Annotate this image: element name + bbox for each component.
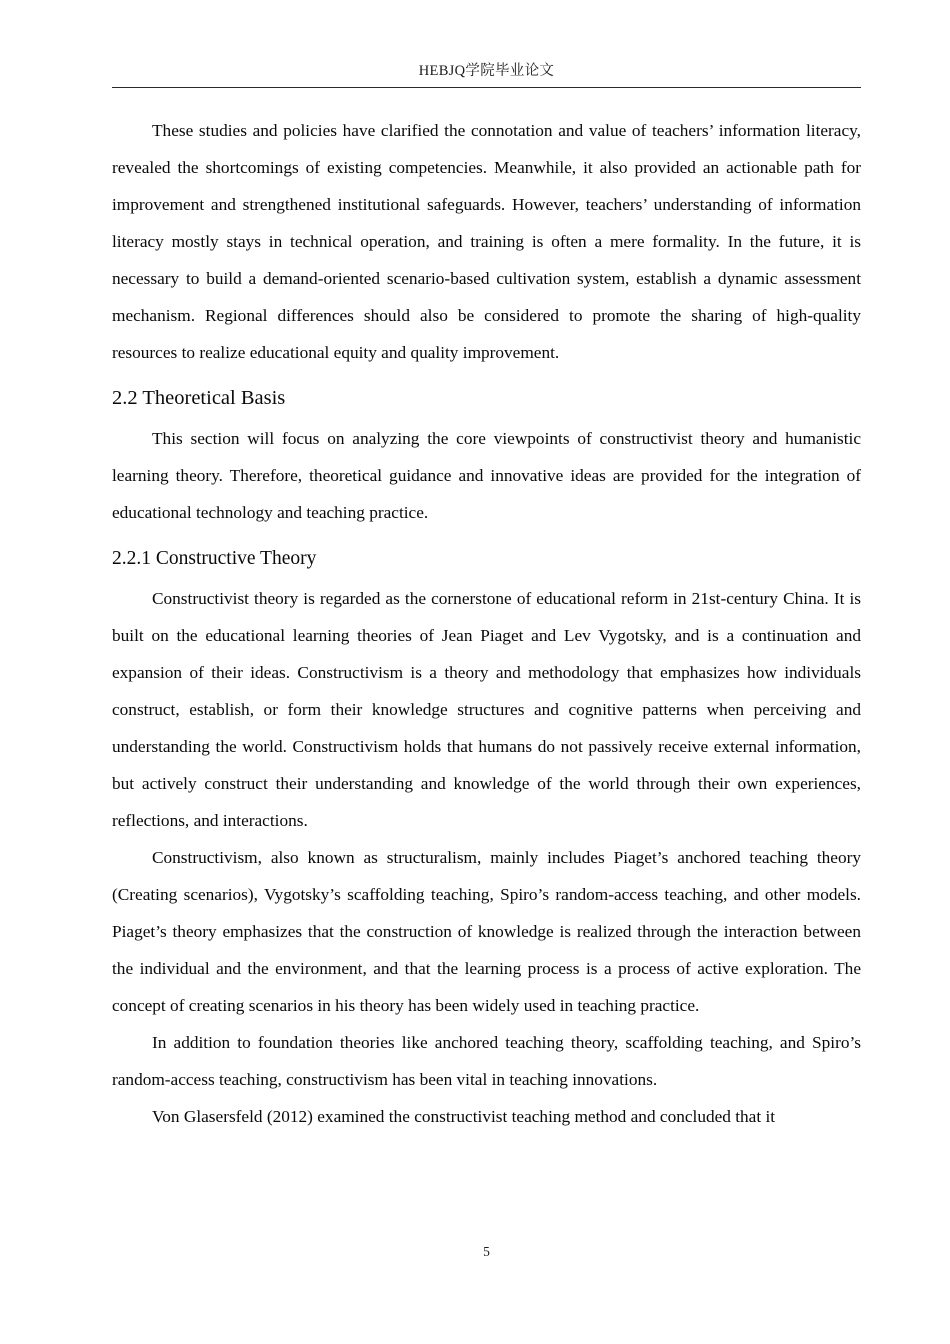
running-header — [112, 62, 861, 80]
body-paragraph: These studies and policies have clarified the connotation and value of teachers’ information literacy, revealed the shortcomings of existing competencies. Meanwhile, it also provided an actionable path for improvement and strengthened institutional safeguards. However, teachers’ understanding of information literacy mostly stays in technical operation, and training is often a mere formality. In the future, it is necessary to build a demand-oriented scenario-based cultivation system, establish a dynamic assessment mechanism. Regional differences should also be considered to promote the sharing of high-quality resources to realize educational equity and quality improvement. — [112, 121, 861, 362]
section-heading-2-2-1: 2.2.1 Constructive Theory — [112, 548, 317, 569]
section-heading-2-2: 2.2 Theoretical Basis — [112, 387, 286, 409]
body-paragraph: In addition to foundation theories like anchored teaching theory, scaffolding teaching, and Spiro’s random-access teaching, constructivism has been vital in teaching innovations. — [112, 1033, 861, 1089]
running-header-title: HEBJQ学院毕业论文 — [418, 63, 555, 79]
header-divider-rule — [112, 87, 861, 88]
body-paragraph: Constructivism, also known as structuralism, mainly includes Piaget’s anchored teaching theory (Creating scenarios), Vygotsky’s scaffolding teaching, Spiro’s random-access teaching, and other models. Piaget’s theory emphasizes that the construction of knowledge is realized through the interaction between the individual and the environment, and that the learning process is a process of active exploration. The concept of creating scenarios in his theory has been widely used in teaching practice. — [112, 848, 861, 1015]
document-body — [112, 112, 861, 1135]
body-paragraph: Constructivist theory is regarded as the cornerstone of educational reform in 21st-century China. It is built on the educational learning theories of Jean Piaget and Lev Vygotsky, and is a continuation and expansion of their ideas. Constructivism is a theory and methodology that emphasizes how individuals construct, establish, or form their knowledge structures and cognitive patterns when perceiving and understanding the world. Constructivism holds that humans do not passively receive external information, but actively construct their understanding and knowledge of the world through their own experiences, reflections, and interactions. — [112, 589, 861, 830]
body-paragraph: This section will focus on analyzing the core viewpoints of constructivist theory and humanistic learning theory. Therefore, theoretical guidance and innovative ideas are provided for the integration of educational technology and teaching practice. — [112, 429, 861, 522]
page-number: 5 — [483, 1244, 490, 1259]
body-paragraph: Von Glasersfeld (2012) examined the constructivist teaching method and concluded that it — [152, 1107, 776, 1126]
page-footer — [112, 1243, 861, 1261]
